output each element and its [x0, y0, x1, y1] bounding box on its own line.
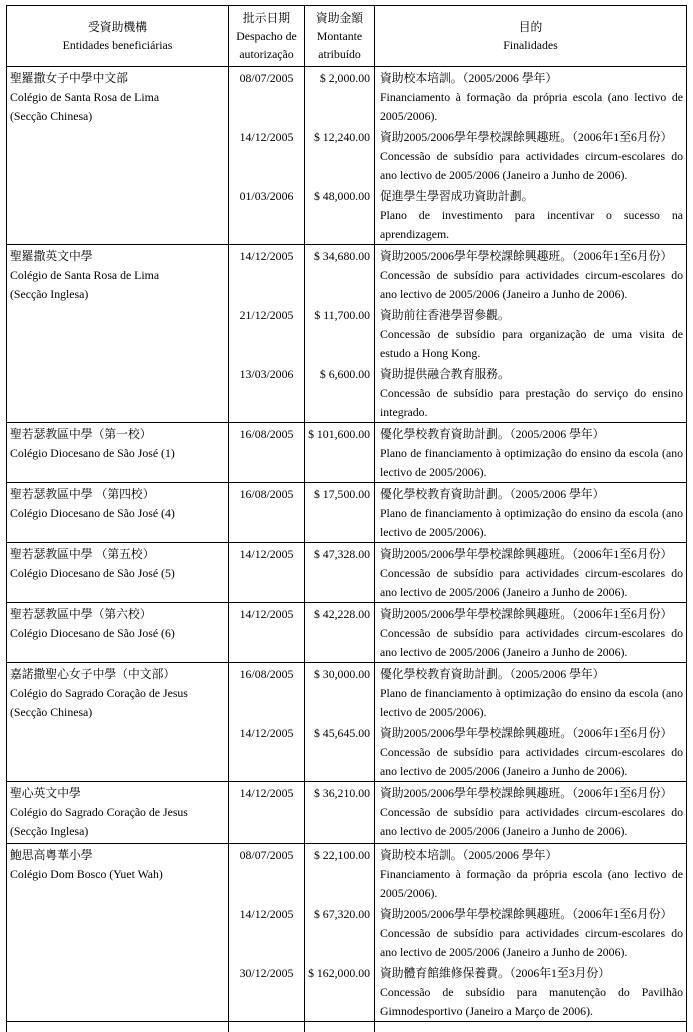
header-entity-zh: 受資助機構: [88, 20, 147, 34]
purpose-cell: [375, 67, 686, 126]
entity-cell: [7, 663, 229, 781]
purpose-cell: [375, 844, 686, 903]
purpose-zh: 資助2005/2006學年學校課餘興趣班。（2006年1至6月份）: [380, 726, 673, 740]
entity-line: Colégio Diocesano de São José (1): [10, 446, 175, 460]
purpose-zh: 資助校本培訓。（2005/2006 學年）: [380, 71, 558, 85]
authorization-date: 16/08/2005: [229, 483, 305, 542]
subsidy-amount: $ 48,000.00: [305, 185, 375, 244]
table-row: [7, 782, 686, 844]
header-amount-zh: 資助金額: [315, 11, 364, 25]
header-date-zh: 批示日期: [242, 11, 291, 25]
subsidy-amount: $ 17,500.00: [305, 483, 375, 542]
purpose-cell: [375, 245, 686, 304]
entity-line: 聖羅撒英文中學: [10, 249, 93, 263]
header-cell-purpose: [375, 6, 686, 66]
table-body: [7, 67, 686, 1022]
entity-cell: [7, 603, 229, 662]
entity-cell: [7, 67, 229, 244]
purpose-pt: Plano de financiamento à optimização do ensino da escola (ano lectivo de 2005/2006).: [380, 686, 683, 719]
purpose-zh: 資助2005/2006學年學校課餘興趣班。（2006年1至6月份）: [380, 547, 673, 561]
entity-cell: [7, 782, 229, 843]
header-amount-pt-line2: atribuído: [318, 47, 361, 61]
subsidy-amount: $ 47,328.00: [305, 543, 375, 602]
entity-line: Colégio do Sagrado Coração de Jesus: [10, 686, 188, 700]
entity-line: Colégio Dom Bosco (Yuet Wah): [10, 867, 163, 881]
purpose-zh: 資助2005/2006學年學校課餘興趣班。（2006年1至6月份）: [380, 786, 673, 800]
purpose-cell: [375, 126, 686, 185]
header-entity-pt: Entidades beneficiárias: [62, 38, 173, 52]
header-cell-amount: [305, 6, 375, 66]
authorization-date: 21/12/2005: [229, 304, 305, 363]
purpose-zh: 資助2005/2006學年學校課餘興趣班。（2006年1至6月份）: [380, 249, 673, 263]
purpose-cell: [375, 543, 686, 602]
entity-line: 嘉諾撒聖心女子中學（中文部）: [10, 667, 176, 681]
purpose-pt: Plano de investimento para incentivar o sucesso na aprendizagem.: [380, 208, 683, 241]
authorization-date: 08/07/2005: [229, 67, 305, 126]
header-date-pt-line2: autorização: [239, 47, 294, 61]
subsidy-amount: $ 36,210.00: [305, 782, 375, 843]
purpose-pt: Concessão de subsídio para prestação do serviço do ensino integrado.: [380, 386, 683, 419]
authorization-date: 13/03/2006: [229, 363, 305, 422]
purpose-pt: Concessão de subsídio para actividades circum-escolares do ano lectivo de 2005/2006 (Janeiro a Junho de 2006).: [380, 626, 683, 659]
purpose-pt: Concessão de subsídio para manutenção do Pavilhão Gimnodesportivo (Janeiro a Março de 2006).: [380, 985, 683, 1018]
purpose-zh: 優化學校教育資助計劃。（2005/2006 學年）: [380, 667, 605, 681]
header-amount-pt-line1: Montante: [316, 29, 363, 43]
subsidy-amount: $ 2,000.00: [305, 67, 375, 126]
entity-line: (Secção Chinesa): [10, 109, 93, 123]
purpose-cell: [375, 185, 686, 244]
purpose-pt: Plano de financiamento à optimização do ensino da escola (ano lectivo de 2005/2006).: [380, 446, 683, 479]
purpose-pt: Financiamento à formação da própria escola (ano lectivo de 2005/2006).: [380, 90, 683, 123]
entity-line: (Secção Inglesa): [10, 287, 89, 301]
table-row: [7, 245, 686, 423]
table-row: [7, 423, 686, 483]
subsidy-table: [6, 5, 687, 1032]
purpose-zh: 資助提供融合教育服務。: [380, 367, 510, 381]
header-purpose-zh: 目的: [518, 20, 543, 34]
purpose-zh: 資助2005/2006學年學校課餘興趣班。（2006年1至6月份）: [380, 907, 673, 921]
authorization-date: 14/12/2005: [229, 543, 305, 602]
purpose-zh: 資助前往香港學習參觀。: [380, 308, 510, 322]
entity-line: Colégio Diocesano de São José (6): [10, 626, 175, 640]
subsidy-amount: $ 42,228.00: [305, 603, 375, 662]
authorization-date: 01/03/2006: [229, 185, 305, 244]
authorization-date: 14/12/2005: [229, 903, 305, 962]
entity-cell: [7, 844, 229, 1021]
entity-cell: [7, 245, 229, 422]
authorization-date: 30/12/2005: [229, 962, 305, 1021]
entity-line: Colégio Diocesano de São José (5): [10, 566, 175, 580]
entity-line: Colégio Diocesano de São José (4): [10, 506, 175, 520]
purpose-zh: 促進學生學習成功資助計劃。: [380, 189, 534, 203]
purpose-zh: 資助2005/2006學年學校課餘興趣班。（2006年1至6月份）: [380, 130, 673, 144]
purpose-zh: 資助2005/2006學年學校課餘興趣班。（2006年1至6月份）: [380, 607, 673, 621]
purpose-pt: Concessão de subsídio para actividades circum-escolares do ano lectivo de 2005/2006 (Janeiro a Junho de 2006).: [380, 745, 683, 778]
subsidy-amount: $ 34,680.00: [305, 245, 375, 304]
table-row: [7, 603, 686, 663]
subsidy-amount: $ 67,320.00: [305, 903, 375, 962]
purpose-pt: Concessão de subsídio para organização de uma visita de estudo a Hong Kong.: [380, 327, 683, 360]
header-date-pt-line1: Despacho de: [236, 29, 297, 43]
subsidy-amount: $ 6,600.00: [305, 363, 375, 422]
entity-line: 聖若瑟教區中學（第六校）: [10, 607, 152, 621]
entity-line: (Secção Chinesa): [10, 705, 93, 719]
purpose-pt: Concessão de subsídio para actividades circum-escolares do ano lectivo de 2005/2006 (Janeiro a Junho de 2006).: [380, 805, 683, 838]
purpose-pt: Plano de financiamento à optimização do ensino da escola (ano lectivo de 2005/2006).: [380, 506, 683, 539]
entity-line: (Secção Inglesa): [10, 824, 89, 838]
subsidy-amount: $ 12,240.00: [305, 126, 375, 185]
purpose-cell: [375, 722, 686, 781]
purpose-pt: Concessão de subsídio para actividades circum-escolares do ano lectivo de 2005/2006 (Janeiro a Junho de 2006).: [380, 149, 683, 182]
purpose-pt: Concessão de subsídio para actividades circum-escolares do ano lectivo de 2005/2006 (Janeiro a Junho de 2006).: [380, 566, 683, 599]
table-row: [7, 844, 686, 1022]
entity-line: Colégio de Santa Rosa de Lima: [10, 268, 160, 282]
table-row: [7, 483, 686, 543]
subsidy-amount: $ 22,100.00: [305, 844, 375, 903]
purpose-cell: [375, 483, 686, 542]
table-continuation-stub: [7, 1022, 686, 1032]
entity-line: 聖心英文中學: [10, 786, 81, 800]
purpose-cell: [375, 903, 686, 962]
entity-cell: [7, 423, 229, 482]
purpose-zh: 資助校本培訓。（2005/2006 學年）: [380, 848, 558, 862]
table-header: [7, 6, 686, 67]
subsidy-amount: $ 30,000.00: [305, 663, 375, 722]
purpose-cell: [375, 363, 686, 422]
purpose-cell: [375, 603, 686, 662]
header-cell-date: [229, 6, 305, 66]
purpose-zh: 資助體育館維修保養費。（2006年1至3月份）: [380, 966, 611, 980]
purpose-cell: [375, 304, 686, 363]
entity-line: 聖若瑟教區中學 （第四校）: [10, 487, 155, 501]
authorization-date: 14/12/2005: [229, 245, 305, 304]
authorization-date: 14/12/2005: [229, 722, 305, 781]
entity-line: Colégio do Sagrado Coração de Jesus: [10, 805, 188, 819]
purpose-cell: [375, 782, 686, 843]
header-cell-entity: [7, 6, 229, 66]
purpose-pt: Concessão de subsídio para actividades circum-escolares do ano lectivo de 2005/2006 (Janeiro a Junho de 2006).: [380, 268, 683, 301]
entity-cell: [7, 483, 229, 542]
entity-line: 聖羅撒女子中學中文部: [10, 71, 128, 85]
purpose-cell: [375, 962, 686, 1021]
authorization-date: 16/08/2005: [229, 423, 305, 482]
subsidy-amount: $ 45,645.00: [305, 722, 375, 781]
purpose-cell: [375, 663, 686, 722]
authorization-date: 08/07/2005: [229, 844, 305, 903]
entity-cell: [7, 543, 229, 602]
subsidy-amount: $ 11,700.00: [305, 304, 375, 363]
purpose-zh: 優化學校教育資助計劃。（2005/2006 學年）: [380, 487, 605, 501]
authorization-date: 14/12/2005: [229, 126, 305, 185]
entity-line: 鮑思高粵華小學: [10, 848, 93, 862]
authorization-date: 16/08/2005: [229, 663, 305, 722]
purpose-zh: 優化學校教育資助計劃。（2005/2006 學年）: [380, 427, 605, 441]
header-purpose-pt: Finalidades: [503, 38, 558, 52]
table-row: [7, 543, 686, 603]
table-row: [7, 67, 686, 245]
authorization-date: 14/12/2005: [229, 782, 305, 843]
subsidy-amount: $ 101,600.00: [305, 423, 375, 482]
table-row: [7, 663, 686, 782]
subsidy-amount: $ 162,000.00: [305, 962, 375, 1021]
entity-line: Colégio de Santa Rosa de Lima: [10, 90, 160, 104]
entity-line: 聖若瑟教區中學 （第五校）: [10, 547, 155, 561]
purpose-cell: [375, 423, 686, 482]
entity-line: 聖若瑟教區中學（第一校）: [10, 427, 152, 441]
purpose-pt: Financiamento à formação da própria escola (ano lectivo de 2005/2006).: [380, 867, 683, 900]
purpose-pt: Concessão de subsídio para actividades circum-escolares do ano lectivo de 2005/2006 (Janeiro a Junho de 2006).: [380, 926, 683, 959]
authorization-date: 14/12/2005: [229, 603, 305, 662]
